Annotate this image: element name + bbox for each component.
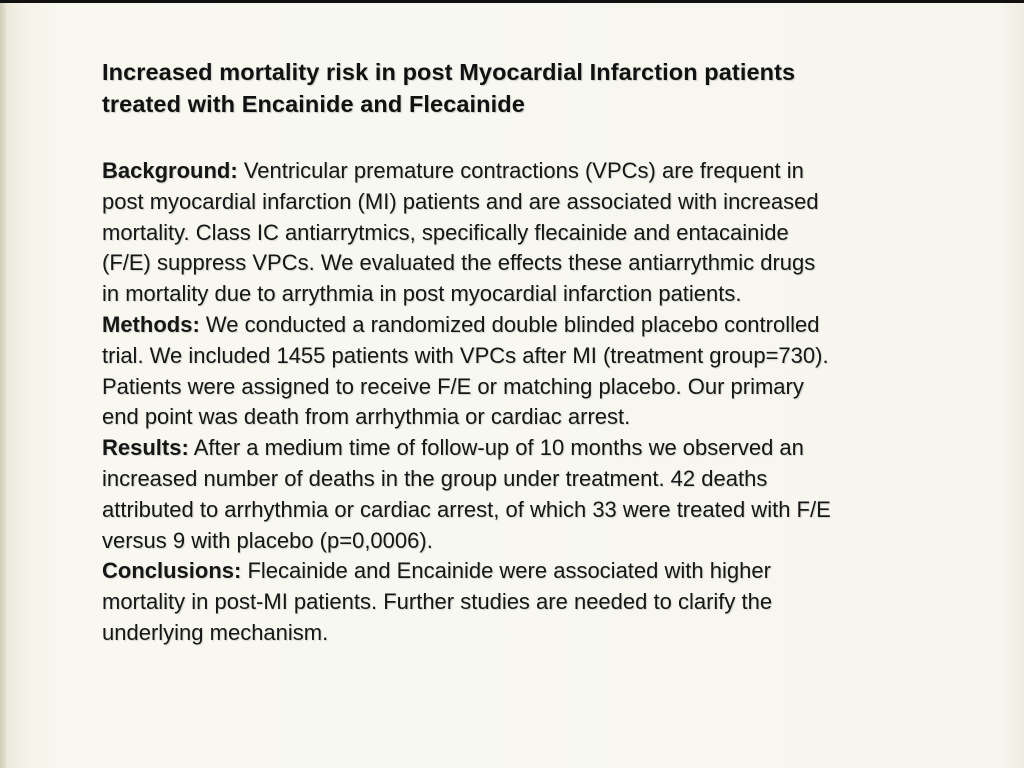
section-line <box>102 433 982 464</box>
section-results <box>102 433 982 556</box>
section-line: Patients were assigned to receive F/E or matching placebo. Our primary <box>102 373 804 399</box>
section-line: versus 9 with placebo (p=0,0006). <box>102 527 433 553</box>
abstract-body <box>102 156 982 649</box>
section-text: We conducted a randomized double blinded placebo controlled <box>205 311 820 337</box>
section-text: After a medium time of follow-up of 10 months we observed an <box>193 435 804 461</box>
top-border <box>0 0 1024 3</box>
section-conclusions <box>102 556 982 648</box>
section-heading: Conclusions: <box>102 558 242 584</box>
section-line: underlying mechanism. <box>102 619 329 645</box>
section-heading: Results: <box>102 435 189 461</box>
section-heading: Background: <box>102 158 238 183</box>
section-text: Flecainide and Encainide were associated with higher <box>247 558 771 584</box>
section-line: in mortality due to arrythmia in post myocardial infarction patients. <box>102 281 742 307</box>
section-line <box>102 310 982 341</box>
section-line: trial. We included 1455 patients with VPCs after MI (treatment group=730). <box>102 342 829 368</box>
section-text: Ventricular premature contractions (VPCs) are frequent in <box>243 158 804 183</box>
section-line: attributed to arrhythmia or cardiac arrest, of which 33 were treated with F/E <box>102 496 831 522</box>
section-line <box>102 156 982 187</box>
left-edge-shadow <box>0 3 6 768</box>
slide-title <box>102 56 982 120</box>
section-line: mortality in post-MI patients. Further studies are needed to clarify the <box>102 589 773 615</box>
title-line: Increased mortality risk in post Myocardial Infarction patients <box>102 59 796 85</box>
section-line: end point was death from arrhythmia or cardiac arrest. <box>102 404 631 430</box>
section-methods <box>102 310 982 433</box>
title-line: treated with Encainide and Flecainide <box>102 91 525 117</box>
section-line <box>102 556 982 587</box>
section-heading: Methods: <box>102 311 200 337</box>
section-line: (F/E) suppress VPCs. We evaluated the effects these antiarrythmic drugs <box>102 250 816 276</box>
section-line: post myocardial infarction (MI) patients and are associated with increased <box>102 188 819 214</box>
section-line: increased number of deaths in the group under treatment. 42 deaths <box>102 465 768 491</box>
section-background <box>102 156 982 310</box>
section-line: mortality. Class IC antiarrytmics, specifically flecainide and entacainide <box>102 219 789 245</box>
